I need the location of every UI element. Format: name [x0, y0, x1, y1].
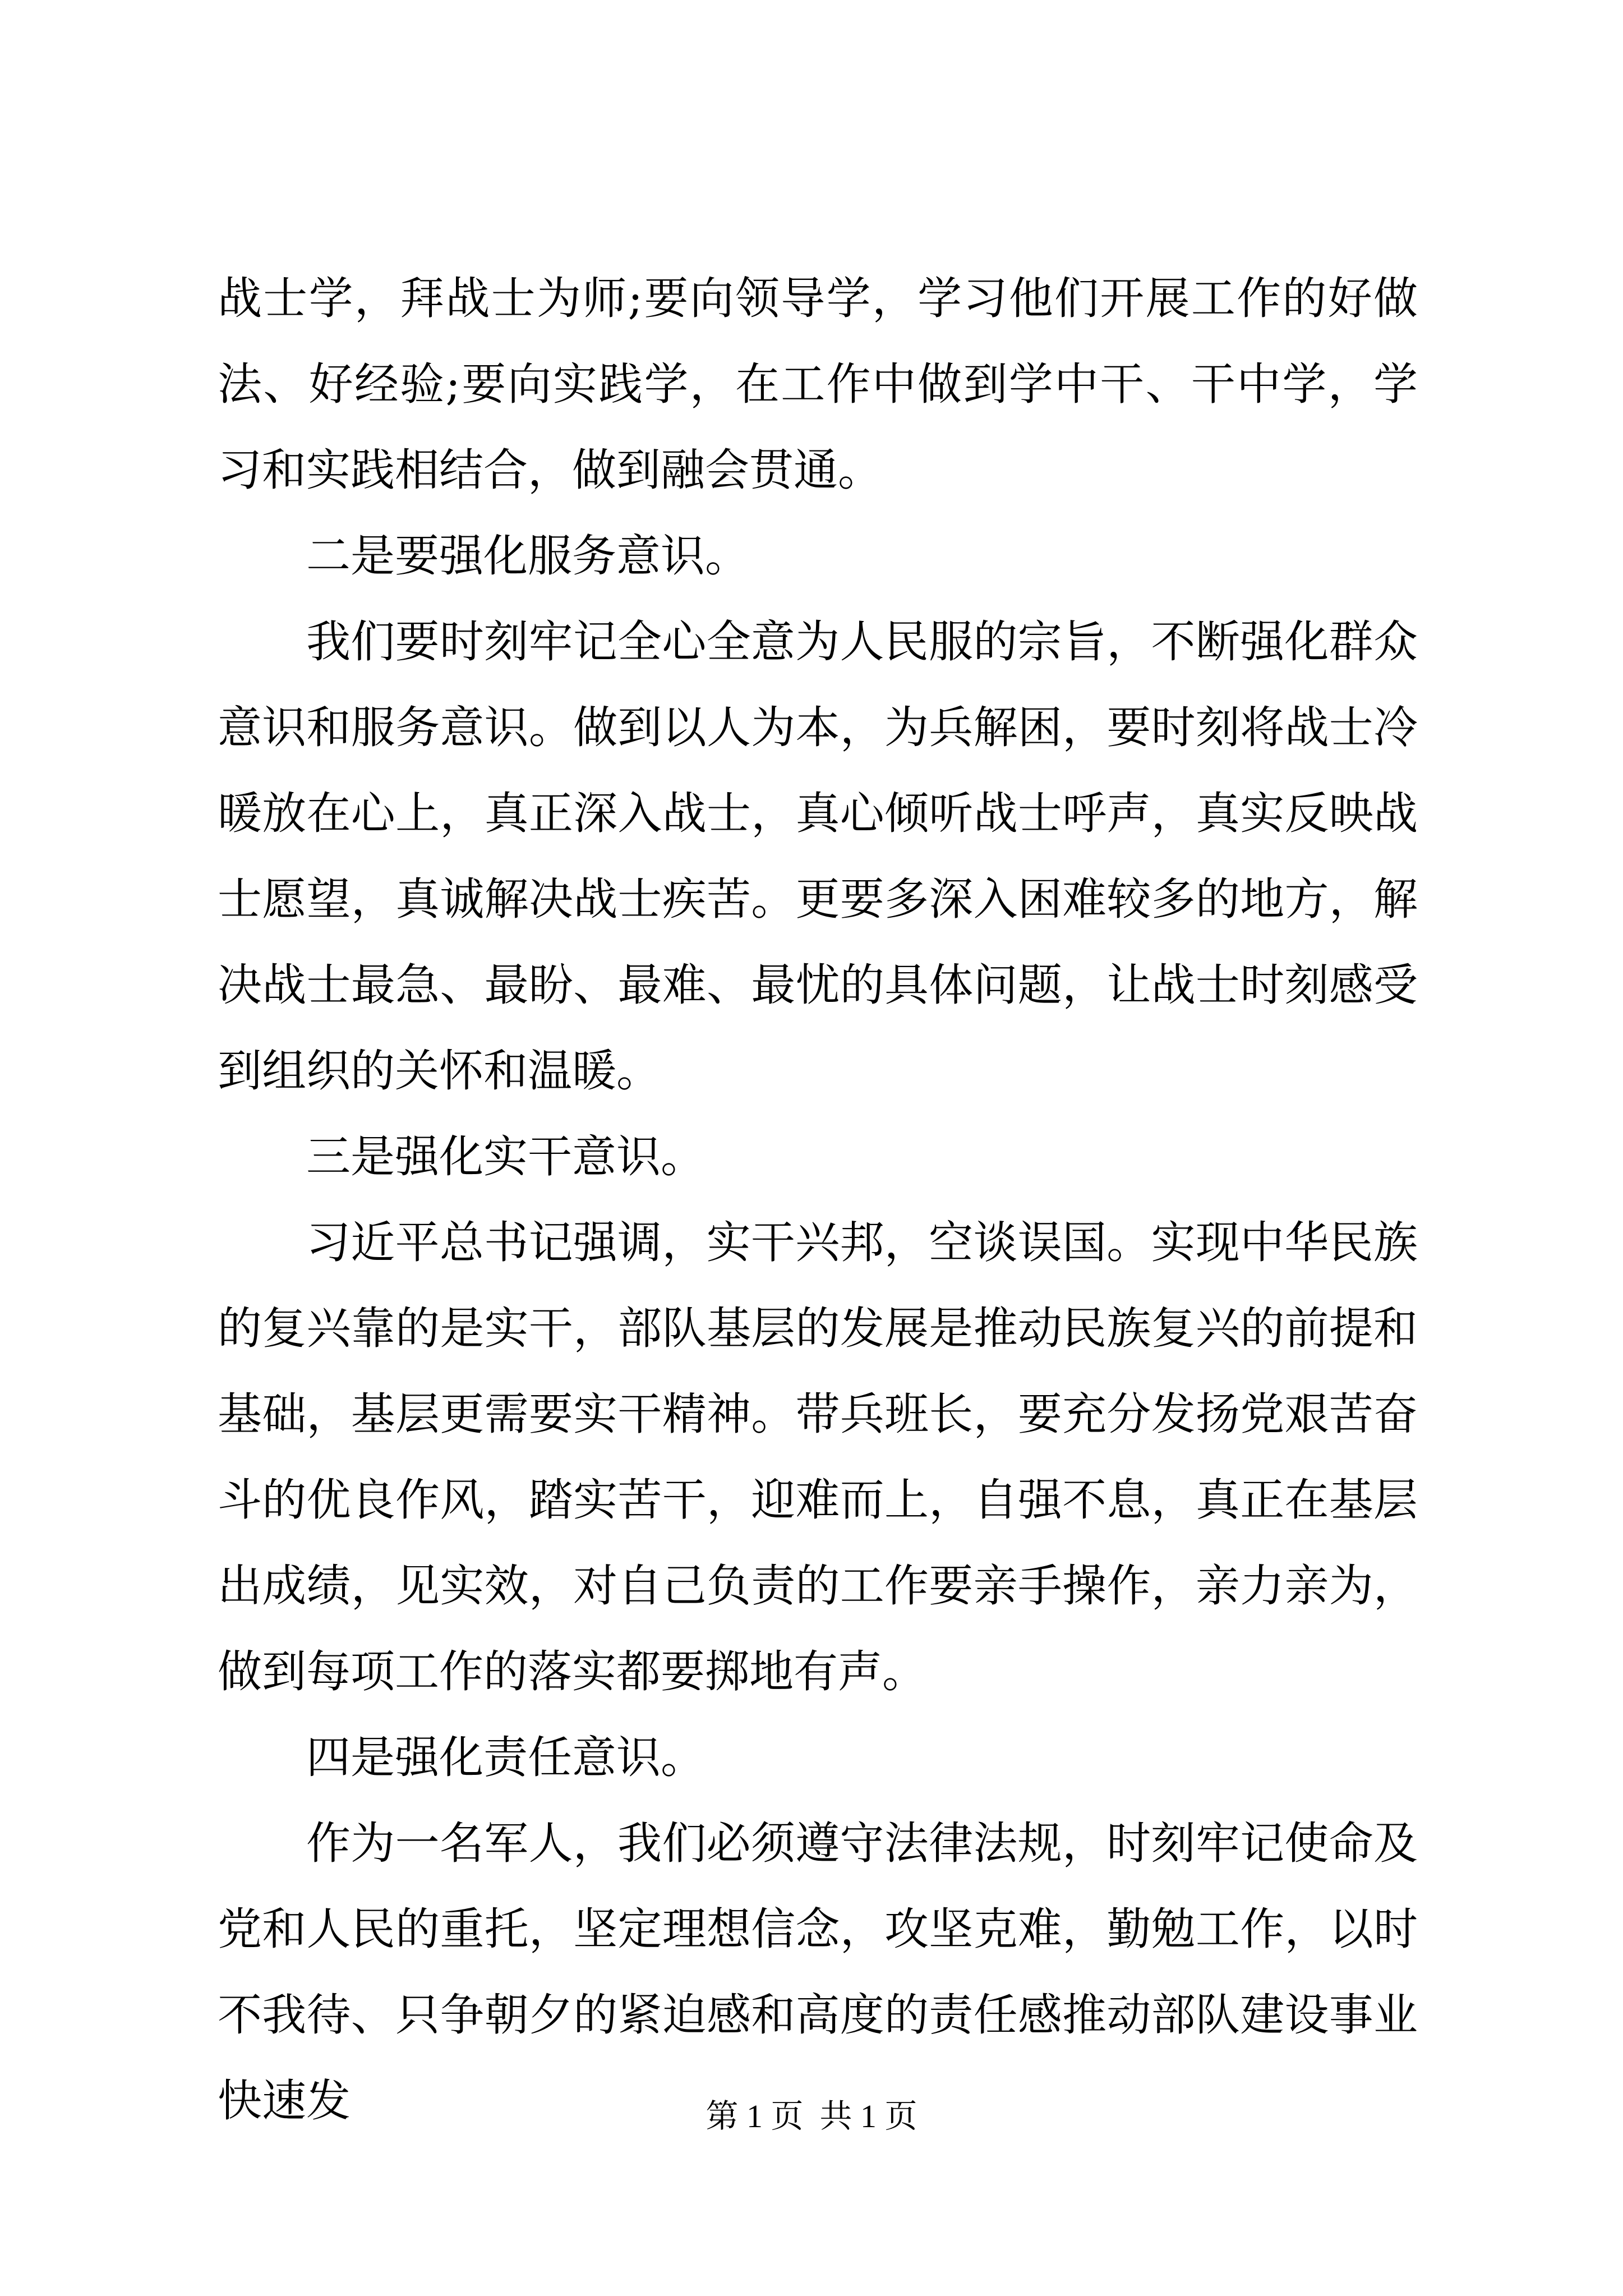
- heading-service-awareness: 二是要强化服务意识。: [306, 530, 749, 582]
- paragraph-practical: 习近平总书记强调，实干兴邦，空谈误国。实现中华民族的复兴靠的是实干，部队基层的发展是推动民族复兴的前提和基础，基层更需要实干精神。带兵班长，要充分发扬党艰苦奋斗的优良作风，踏实苦干，迎难而上，自强不息，真正在基层出成绩，见实效，对自己负责的工作要亲手操作，亲力亲为，做到每项工作的落实都要掷地有声。: [218, 1217, 1418, 1697]
- page-number-label: 第 1 页 共 1 页: [706, 2098, 917, 2134]
- document-body: [218, 256, 1418, 2144]
- heading-practical-awareness: 三是强化实干意识。: [306, 1131, 705, 1182]
- paragraph-responsibility: 作为一名军人，我们必须遵守法律法规，时刻牢记使命及党和人民的重托，坚定理想信念，攻坚克难，勤勉工作，以时不我待、只争朝夕的紧迫感和高度的责任感推动部队建设事业快速发: [218, 1818, 1418, 2127]
- paragraph-service: 我们要时刻牢记全心全意为人民服的宗旨，不断强化群众意识和服务意识。做到以人为本，为兵解困，要时刻将战士冷暖放在心上，真正深入战士，真心倾听战士呼声，真实反映战士愿望，真诚解决战士疾苦。更要多深入困难较多的地方，解决战士最急、最盼、最难、最忧的具体问题，让战士时刻感受到组织的关怀和温暖。: [218, 616, 1418, 1097]
- paragraph-study: 战士学，拜战士为师;要向领导学，学习他们开展工作的好做法、好经验;要向实践学，在工作中做到学中干、干中学，学习和实践相结合，做到融会贯通。: [218, 273, 1418, 496]
- heading-responsibility-awareness: 四是强化责任意识。: [306, 1732, 705, 1783]
- page-footer: [0, 2097, 1623, 2136]
